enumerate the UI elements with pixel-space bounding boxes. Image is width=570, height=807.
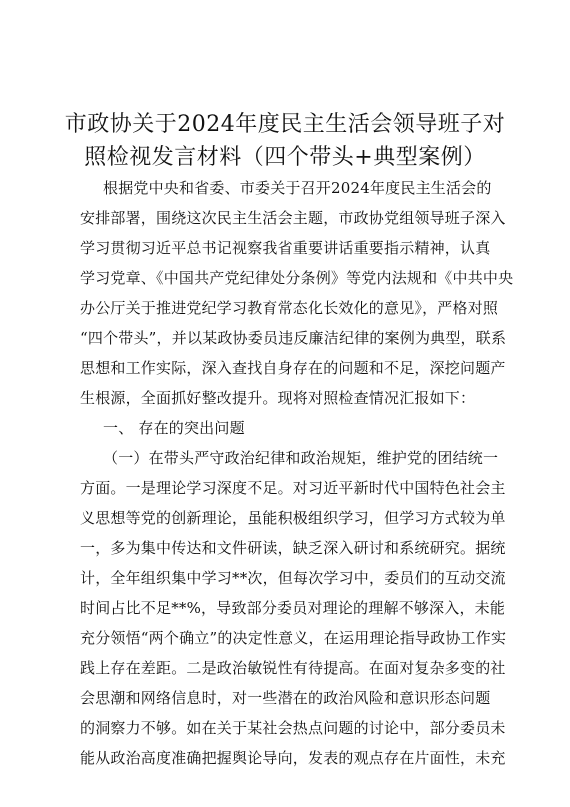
paragraph-line: 能从政治高度准确把握舆论导向，发表的观点存在片面性，未充: [80, 749, 506, 767]
paragraph-line: 办公厅关于推进党纪学习教育常态化长效化的意见》，严格对照: [80, 299, 499, 317]
paragraph-line: 一，多为集中传达和文件研读，缺乏深入研讨和系统研究。据统: [80, 539, 506, 557]
section-heading: 一、 存在的突出问题: [103, 419, 245, 437]
paragraph-line: 义思想等党的创新理论，虽能积极组织学习，但学习方式较为单: [80, 509, 506, 527]
paragraph-line: 学习贯彻习近平总书记视察我省重要讲话重要指示精神，认真: [80, 239, 491, 257]
paragraph-line: 根据党中央和省委、市委关于召开2024年度民主生活会的: [103, 179, 492, 197]
paragraph-line: 时间占比不足**%，导致部分委员对理论的理解不够深入，未能: [80, 599, 506, 617]
document-title-line-1: 市政协关于2024年度民主生活会领导班子对: [64, 112, 506, 137]
paragraph-line: 生根源，全面抓好整改提升。现将对照检查情况汇报如下：: [80, 389, 476, 407]
paragraph-line: “四个带头”，并以某政协委员违反廉洁纪律的案例为典型，联系: [80, 329, 507, 347]
paragraph-line: 会思潮和网络信息时，对一些潜在的政治风险和意识形态问题: [80, 689, 491, 707]
paragraph-line: 安排部署，围绕这次民主生活会主题，市政协党组领导班子深入: [80, 209, 506, 227]
subsection-heading: （一）在带头严守政治纪律和政治规矩，维护党的团结统一: [103, 449, 499, 467]
paragraph-line: 思想和工作实际，深入查找自身存在的问题和不足，深挖问题产: [80, 359, 506, 377]
paragraph-line: 方面。一是理论学习深度不足。对习近平新时代中国特色社会主: [80, 479, 506, 497]
paragraph-line: 的洞察力不够。如在关于某社会热点问题的讨论中，部分委员未: [80, 719, 506, 737]
paragraph-line: 充分领悟“两个确立”的决定性意义，在运用理论指导政协工作实: [80, 629, 507, 647]
paragraph-line: 计，全年组织集中学习**次，但每次学习中，委员们的互动交流: [80, 569, 506, 587]
paragraph-line: 学习党章、《中国共产党纪律处分条例》等党内法规和《中共中央: [80, 269, 514, 287]
paragraph-line: 践上存在差距。二是政治敏锐性有待提高。在面对复杂多变的社: [80, 659, 506, 677]
document-title-line-2: 照检视发言材料（四个带头+典型案例）: [84, 145, 486, 170]
